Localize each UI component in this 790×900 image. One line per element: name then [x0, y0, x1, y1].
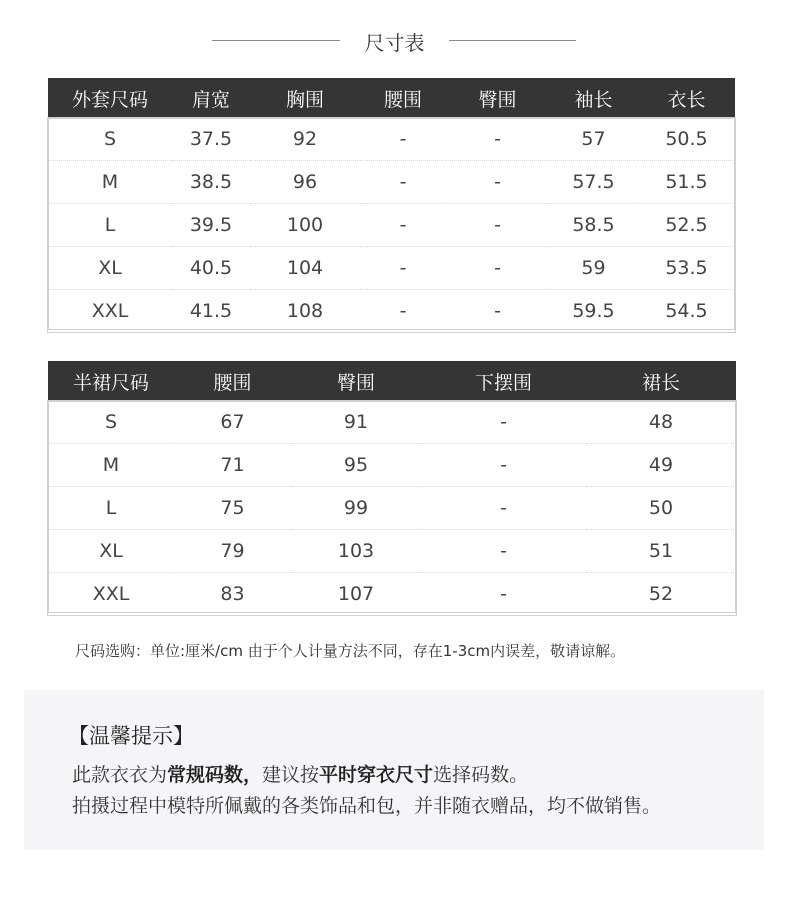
skirt-size-label: S: [48, 401, 174, 444]
jacket-measurement-cell: -: [360, 204, 446, 247]
jacket-measurement-cell: -: [446, 204, 549, 247]
jacket-measurement-cell: 59.5: [572, 300, 615, 322]
jacket-measurement-cell: 58.5: [549, 204, 638, 247]
skirt-size-label: M: [48, 444, 174, 487]
jacket-measurement-cell: 52.5: [638, 204, 735, 247]
measurement-note: 尺码选购：单位:厘米/cm 由于个人计量方法不同，存在1-3cm内误差，敬请谅解。: [75, 642, 626, 660]
skirt-measurement-cell: 67: [174, 401, 291, 444]
jacket-measurement-cell: -: [446, 247, 549, 290]
jacket-measurement-cell: -: [360, 118, 446, 161]
skirt-measurement-cell: 50: [586, 487, 736, 530]
jacket-header-cell: 臀围: [446, 78, 549, 118]
jacket-size-table: [48, 78, 735, 332]
skirt-header-cell: 半裙尺码: [48, 361, 174, 401]
jacket-measurement-cell: -: [360, 247, 446, 290]
jacket-measurement-cell: 53.5: [638, 247, 735, 290]
jacket-measurement-cell: -: [494, 300, 501, 322]
tips-text: 选择码数。: [433, 764, 529, 786]
jacket-table-row: [48, 290, 735, 333]
title-divider-right: [449, 40, 576, 41]
skirt-header-cell: 下摆围: [421, 361, 586, 401]
jacket-size-label: M: [48, 161, 172, 204]
tips-text: 建议按: [262, 764, 320, 786]
skirt-measurement-cell: 99: [291, 487, 421, 530]
page-title: 尺寸表: [364, 31, 425, 55]
skirt-table-row: [48, 530, 736, 573]
skirt-header-cell: 腰围: [174, 361, 291, 401]
title-divider-left: [212, 40, 340, 41]
tips-emphasis: 平时穿衣尺寸: [319, 764, 434, 786]
skirt-measurement-cell: -: [421, 530, 586, 573]
tips-emphasis: 常规码数，: [167, 764, 263, 786]
jacket-measurement-cell: 57.5: [549, 161, 638, 204]
jacket-measurement-cell: 92: [250, 118, 360, 161]
jacket-header-cell: 衣长: [638, 78, 735, 118]
skirt-size-label: XXL: [92, 583, 130, 605]
jacket-table-row: [48, 161, 735, 204]
skirt-size-label: L: [48, 487, 174, 530]
skirt-size-table: [48, 361, 736, 615]
tips-line-2: 拍摄过程中模特所佩戴的各类饰品和包，并非随衣赠品，均不做销售。: [72, 795, 662, 817]
jacket-measurement-cell: -: [360, 161, 446, 204]
skirt-measurement-cell: 79: [174, 530, 291, 573]
skirt-table-row: [48, 444, 736, 487]
jacket-measurement-cell: 96: [250, 161, 360, 204]
skirt-measurement-cell: 95: [291, 444, 421, 487]
jacket-measurement-cell: 59: [549, 247, 638, 290]
jacket-measurement-cell: 41.5: [189, 300, 233, 322]
jacket-measurement-cell: 108: [286, 300, 324, 322]
jacket-table-row: [48, 204, 735, 247]
skirt-header-cell: 裙长: [586, 361, 736, 401]
jacket-header-cell: 腰围: [360, 78, 446, 118]
jacket-size-label: XXL: [91, 300, 129, 322]
skirt-measurement-cell: -: [421, 444, 586, 487]
jacket-measurement-cell: 39.5: [172, 204, 250, 247]
skirt-measurement-cell: 71: [174, 444, 291, 487]
skirt-table-row: [48, 487, 736, 530]
jacket-measurement-cell: 54.5: [665, 300, 708, 322]
tips-title: 【温馨提示】: [68, 724, 194, 748]
jacket-header-cell: 外套尺码: [48, 78, 172, 118]
skirt-table-row: [48, 401, 736, 444]
skirt-measurement-cell: 103: [291, 530, 421, 573]
jacket-measurement-cell: 51.5: [638, 161, 735, 204]
jacket-measurement-cell: 100: [250, 204, 360, 247]
jacket-size-label: L: [48, 204, 172, 247]
jacket-header-cell: 肩宽: [172, 78, 250, 118]
jacket-measurement-cell: -: [446, 161, 549, 204]
skirt-measurement-cell: -: [500, 583, 507, 605]
skirt-measurement-cell: 75: [174, 487, 291, 530]
jacket-measurement-cell: 38.5: [172, 161, 250, 204]
jacket-measurement-cell: -: [399, 300, 407, 322]
jacket-measurement-cell: 104: [250, 247, 360, 290]
skirt-header-cell: 臀围: [291, 361, 421, 401]
skirt-measurement-cell: 52: [648, 583, 674, 605]
skirt-measurement-cell: 91: [291, 401, 421, 444]
jacket-measurement-cell: 37.5: [172, 118, 250, 161]
skirt-measurement-cell: 49: [586, 444, 736, 487]
tips-box: [24, 690, 764, 850]
jacket-header-cell: 袖长: [549, 78, 638, 118]
jacket-measurement-cell: 40.5: [172, 247, 250, 290]
skirt-size-label: XL: [48, 530, 174, 573]
jacket-measurement-cell: -: [446, 118, 549, 161]
jacket-size-label: S: [48, 118, 172, 161]
skirt-measurement-cell: 48: [586, 401, 736, 444]
jacket-header-cell: 胸围: [250, 78, 360, 118]
jacket-table-row: [48, 247, 735, 290]
skirt-measurement-cell: -: [421, 401, 586, 444]
skirt-measurement-cell: 83: [220, 583, 245, 605]
skirt-measurement-cell: 107: [337, 583, 375, 605]
jacket-table-row: [48, 118, 735, 161]
skirt-measurement-cell: 51: [586, 530, 736, 573]
skirt-table-header: [48, 361, 736, 401]
jacket-size-label: XL: [48, 247, 172, 290]
tips-line-1: [72, 760, 528, 787]
jacket-measurement-cell: 50.5: [638, 118, 735, 161]
jacket-table-header: [48, 78, 735, 118]
skirt-measurement-cell: -: [421, 487, 586, 530]
skirt-table-row: [48, 573, 736, 616]
jacket-measurement-cell: 57: [549, 118, 638, 161]
size-chart-header: [0, 24, 790, 56]
tips-text: 此款衣衣为: [72, 764, 168, 786]
